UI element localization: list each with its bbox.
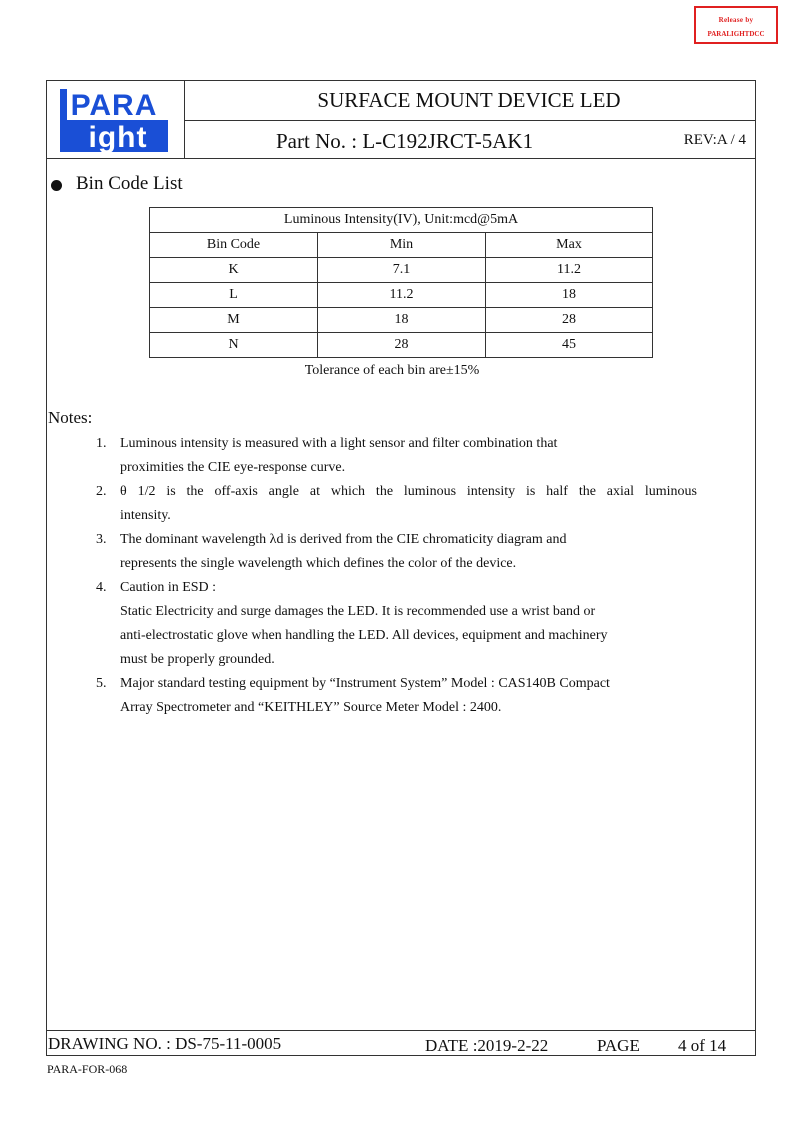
note-number: 2. bbox=[96, 484, 107, 499]
note-line: anti-electrostatic glove when handling the LED. All devices, equipment and machinery bbox=[120, 628, 608, 643]
notes-heading: Notes: bbox=[48, 408, 93, 427]
note-text bbox=[120, 432, 698, 480]
cell-max: 11.2 bbox=[486, 258, 653, 283]
note-text bbox=[120, 576, 698, 672]
note-number: 3. bbox=[96, 532, 107, 547]
stamp-line-1: Release by bbox=[718, 16, 754, 24]
cell-min: 28 bbox=[318, 333, 486, 358]
note-line: intensity. bbox=[120, 508, 171, 523]
note-line: Array Spectrometer and “KEITHLEY” Source Meter Model : 2400. bbox=[120, 700, 502, 715]
note-line: must be properly grounded. bbox=[120, 652, 275, 667]
footer-divider bbox=[46, 1030, 755, 1031]
note-number: 5. bbox=[96, 676, 107, 691]
cell-max: 45 bbox=[486, 333, 653, 358]
table-row bbox=[150, 283, 653, 308]
note-text bbox=[120, 672, 698, 720]
paralight-logo bbox=[58, 86, 170, 154]
header-max: Max bbox=[486, 233, 653, 258]
logo-text-bottom: ight bbox=[88, 121, 148, 154]
drawing-number: DRAWING NO. : DS-75-11-0005 bbox=[48, 1034, 282, 1053]
page-number: 4 of 14 bbox=[678, 1036, 727, 1055]
release-stamp bbox=[694, 6, 778, 44]
header-bin-code: Bin Code bbox=[150, 233, 318, 258]
note-line: The dominant wavelength λd is derived from the CIE chromaticity diagram and bbox=[120, 532, 567, 547]
cell-max: 28 bbox=[486, 308, 653, 333]
table-caption: Luminous Intensity(IV), Unit:mcd@5mA bbox=[150, 208, 653, 233]
header-min: Min bbox=[318, 233, 486, 258]
note-line: Major standard testing equipment by “Instrument System” Model : CAS140B Compact bbox=[120, 676, 610, 691]
table-row bbox=[150, 308, 653, 333]
document-date: DATE :2019-2-22 bbox=[425, 1036, 549, 1055]
note-line: proximities the CIE eye-response curve. bbox=[120, 460, 346, 475]
cell-bin-code: N bbox=[150, 333, 318, 358]
tolerance-note: Tolerance of each bin are±15% bbox=[304, 363, 480, 378]
header-divider-bottom bbox=[46, 158, 755, 159]
cell-min: 18 bbox=[318, 308, 486, 333]
note-line: represents the single wavelength which defines the color of the device. bbox=[120, 556, 517, 571]
stamp-line-2: PARALIGHTDCC bbox=[707, 30, 765, 38]
document-title: SURFACE MOUNT DEVICE LED bbox=[317, 88, 621, 112]
note-text bbox=[120, 528, 698, 576]
note-line: Luminous intensity is measured with a light sensor and filter combination that bbox=[120, 436, 558, 451]
note-line: θ 1/2 is the off-axis angle at which the luminous intensity is half the axial luminous bbox=[120, 484, 697, 499]
note-number: 1. bbox=[96, 436, 107, 451]
logo-text-top: PARA bbox=[70, 89, 158, 122]
note-number: 4. bbox=[96, 580, 107, 595]
form-number: PARA-FOR-068 bbox=[47, 1062, 128, 1076]
cell-min: 11.2 bbox=[318, 283, 486, 308]
part-number: Part No. : L-C192JRCT-5AK1 bbox=[276, 129, 534, 153]
note-text bbox=[120, 480, 698, 528]
bullet-icon bbox=[51, 180, 62, 191]
note-line: Caution in ESD : bbox=[120, 580, 217, 595]
cell-bin-code: L bbox=[150, 283, 318, 308]
table-caption-row bbox=[150, 208, 653, 233]
table-header-row bbox=[150, 233, 653, 258]
header-divider-middle bbox=[184, 120, 755, 121]
cell-bin-code: K bbox=[150, 258, 318, 283]
note-line: Static Electricity and surge damages the LED. It is recommended use a wrist band or bbox=[120, 604, 596, 619]
table-row bbox=[150, 333, 653, 358]
revision: REV:A / 4 bbox=[683, 132, 746, 148]
cell-bin-code: M bbox=[150, 308, 318, 333]
section-title: Bin Code List bbox=[76, 173, 183, 194]
table-row bbox=[150, 258, 653, 283]
bin-code-table bbox=[149, 207, 653, 358]
cell-max: 18 bbox=[486, 283, 653, 308]
cell-min: 7.1 bbox=[318, 258, 486, 283]
page-label: PAGE bbox=[597, 1036, 640, 1055]
